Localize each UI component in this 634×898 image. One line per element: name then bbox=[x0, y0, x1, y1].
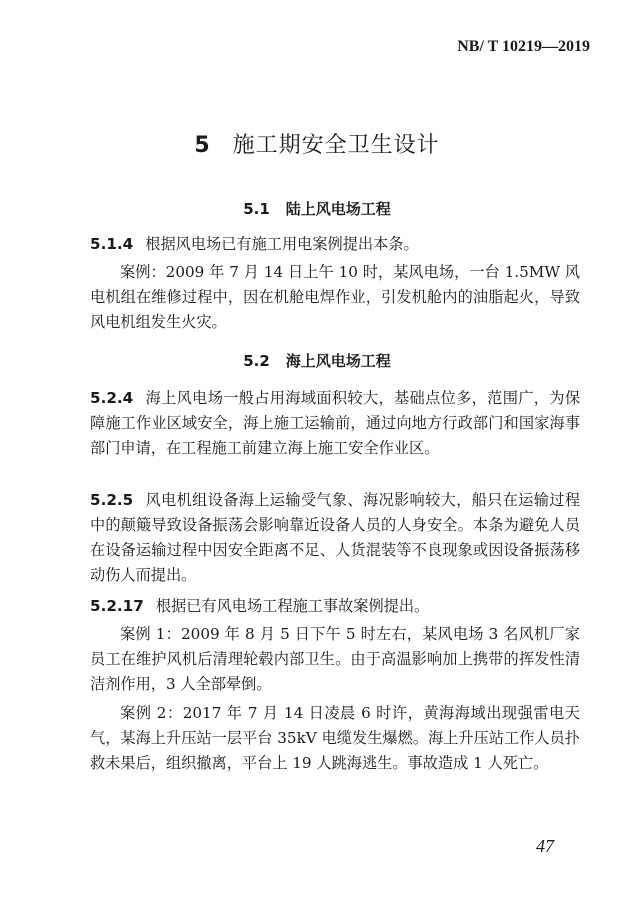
clause-5-1-4-case: 案例：2009 年 7 月 14 日上午 10 时，某风电场，一台 1.5MW 风电机组在维修过程中，因在机舱电焊作业，引发机舱内的油脂起火，导致风电机组发生火灾。 bbox=[90, 263, 580, 331]
section-heading-5-1 bbox=[0, 198, 634, 219]
section-title: 海上风电场工程 bbox=[285, 352, 391, 370]
clause-text: 风电机组设备海上运输受气象、海况影响较大，船只在运输过程中的颠簸导致设备振荡会影响靠近设备人员的人身安全。本条为避免人员在设备运输过程中因安全距离不足、人货混装等不良现象或因设备振荡移动伤人而提出。 bbox=[90, 491, 580, 584]
clause-number: 5.1.4 bbox=[90, 235, 134, 253]
clause-5-2-17-case-2: 案例 2：2017 年 7 月 14 日凌晨 6 时许，黄海海域出现强雷电天气，某海上升压站一层平台 35kV 电缆发生爆燃。海上升压站工作人员扑救未果后，组织撤离，平台上 19 人跳海逃生。事故造成 1 人死亡。 bbox=[90, 704, 580, 772]
clause-number: 5.2.5 bbox=[90, 491, 134, 509]
chapter-number: 5 bbox=[194, 133, 211, 158]
clause-number: 5.2.17 bbox=[90, 597, 144, 615]
section-heading-5-2 bbox=[0, 350, 634, 371]
clause-text: 根据已有风电场工程施工事故案例提出。 bbox=[155, 597, 430, 615]
section-title: 陆上风电场工程 bbox=[285, 200, 391, 218]
clause-text: 根据风电场已有施工用电案例提出本条。 bbox=[145, 235, 419, 253]
clause-number: 5.2.4 bbox=[90, 389, 134, 407]
section-number: 5.2 bbox=[243, 352, 270, 370]
clause-5-2-17 bbox=[90, 594, 580, 619]
page-number: 47 bbox=[536, 836, 554, 856]
section-number: 5.1 bbox=[243, 200, 270, 218]
clause-5-2-5 bbox=[90, 488, 580, 588]
chapter-heading bbox=[0, 128, 634, 159]
standard-code: NB/ T 10219—2019 bbox=[457, 38, 590, 55]
clause-5-1-4 bbox=[90, 232, 580, 257]
chapter-title: 施工期安全卫生设计 bbox=[232, 133, 440, 158]
clause-5-2-17-case-1: 案例 1：2009 年 8 月 5 日下午 5 时左右，某风电场 3 名风机厂家员工在维护风机后清理轮毂内部卫生。由于高温影响加上携带的挥发性清洁剂作用，3 人全部晕倒。 bbox=[90, 625, 580, 693]
clause-5-2-4 bbox=[90, 386, 580, 461]
clause-text: 海上风电场一般占用海域面积较大，基础点位多，范围广，为保障施工作业区域安全，海上施工运输前，通过向地方行政部门和国家海事部门申请，在工程施工前建立海上施工安全作业区。 bbox=[90, 389, 580, 457]
